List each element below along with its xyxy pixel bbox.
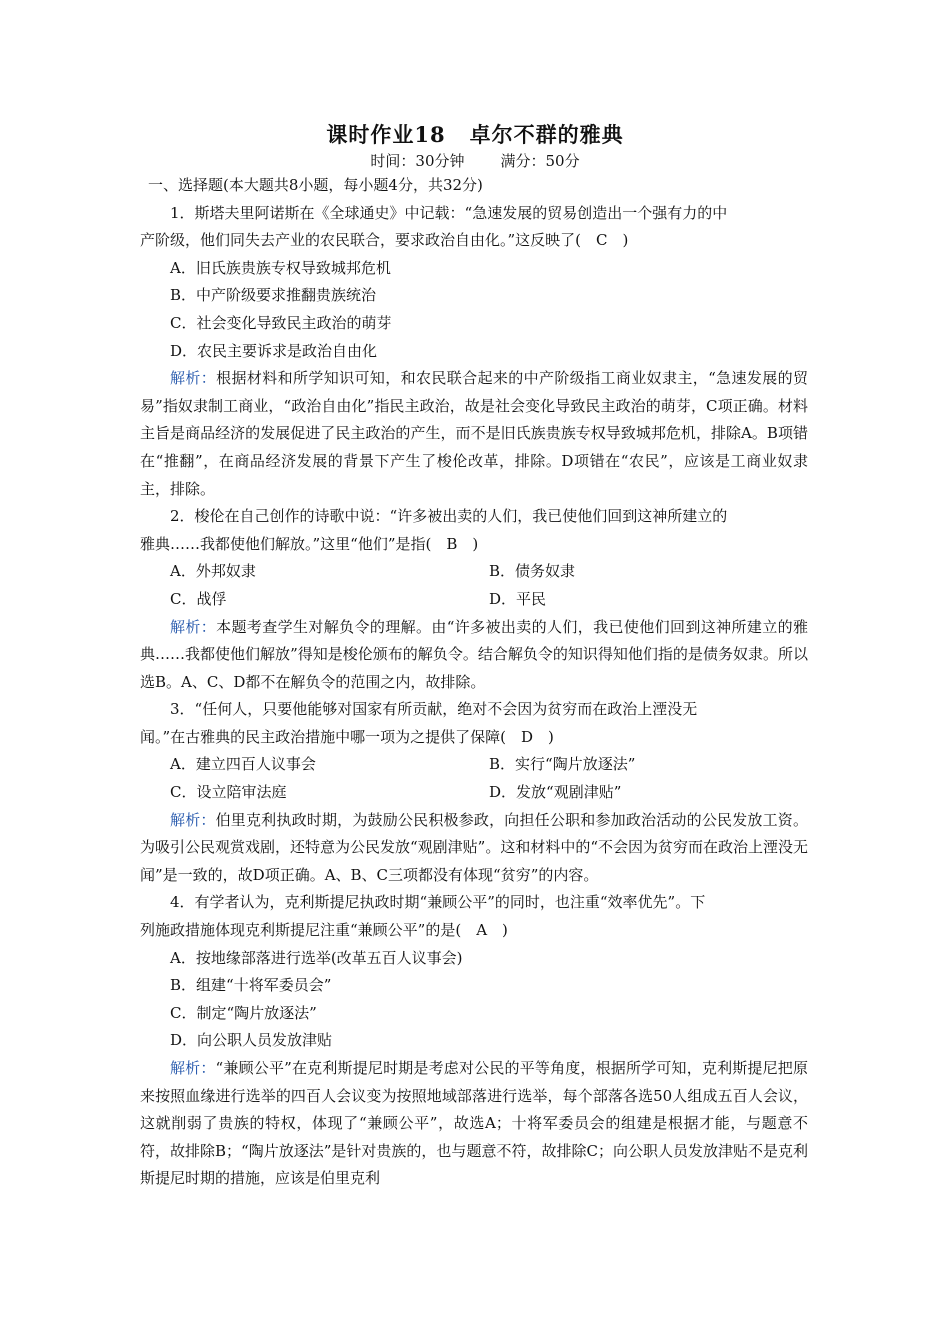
question-2 [140,503,808,696]
analysis-paragraph [140,614,808,697]
option-c: C．战俘 [170,589,227,608]
question-1 [140,200,808,504]
options-row [140,558,808,586]
analysis-label: 解析： [170,369,217,388]
option-b: B．中产阶级要求推翻贵族统治 [170,286,377,305]
option-b: B．组建“十将军委员会” [170,976,332,995]
question-4 [140,889,808,1193]
option-b: B．实行“陶片放逐法” [489,755,636,774]
analysis-label: 解析： [170,617,217,636]
option-c: C．制定“陶片放逐法” [170,1003,317,1022]
section-heading: 一、选择题(本大题共8小题，每小题4分，共32分) [148,176,483,194]
analysis-label: 解析： [170,810,216,829]
option-a: A．旧氏族贵族专权导致城邦危机 [170,258,391,277]
analysis-text: 伯里克利执政时期，为鼓励公民积极参政，向担任公职和参加政治活动的公民发放工资。为吸引公民观赏戏剧，还特意为公民发放“观剧津贴”。这和材料中的“不会因为贫穷而在政治上湮没无闻”是一致的，故D项正确。A、B、C三项都没有体现“贫穷”的内容。 [140,810,809,884]
option-d: D．农民主要诉求是政治自由化 [170,341,378,360]
question-stem: 产阶级，他们同失去产业的农民联合，要求政治自由化。”这反映了( C ) [140,231,629,250]
title-sub: 卓尔不群的雅典 [469,122,624,147]
time-limit: 时间：30分钟 [370,152,465,170]
question-stem: 列施政措施体现克利斯提尼注重“兼顾公平”的是( A ) [140,921,508,940]
question-stem: 3．“任何人，只要他能够对国家有所贡献，绝对不会因为贫穷而在政治上湮没无 [170,700,698,719]
question-stem: 闻。”在古雅典的民主政治措施中哪一项为之提供了保障( D ) [140,727,554,746]
question-stem: 1．斯塔夫里阿诺斯在《全球通史》中记载：“急速发展的贸易创造出一个强有力的中 [170,203,728,222]
option-d: D．平民 [489,589,547,608]
exam-meta [0,150,950,172]
analysis-text: 本题考查学生对解负令的理解。由“许多被出卖的人们，我已使他们回到这神所建立的雅典……我都使他们解放”得知是梭伦颁布的解负令。结合解负令的知识得知他们指的是债务奴隶。所以选B。A、C、D都不在解负令的范围之内，故排除。 [140,617,808,691]
analysis-text: 根据材料和所学知识可知，和农民联合起来的中产阶级指工商业奴隶主，“急速发展的贸易”指奴隶制工商业，“政治自由化”指民主政治，故是社会变化导致民主政治的萌芽，C项正确。材料主旨是商品经济的发展促进了民主政治的产生，而不是旧氏族贵族专权导致城邦危机，排除A。B项错在“推翻”，在商品经济发展的背景下产生了梭伦改革，排除。D项错在“农民”，应该是工商业奴隶主，排除。 [140,369,808,498]
analysis-paragraph [140,1055,808,1193]
option-a: A．按地缘部落进行选举(改革五百人议事会) [170,948,463,967]
document-body [140,172,808,1193]
option-a: A．外邦奴隶 [170,562,256,581]
analysis-label: 解析： [170,1059,216,1077]
option-c: C．社会变化导致民主政治的萌芽 [170,313,392,332]
question-stem: 雅典……我都使他们解放。”这里“他们”是指( B ) [140,534,479,553]
analysis-paragraph [140,807,808,890]
option-b: B．债务奴隶 [489,562,576,581]
options-row [140,779,808,807]
analysis-paragraph [140,365,808,503]
full-score: 满分：50分 [500,152,580,170]
question-stem: 2．梭伦在自己创作的诗歌中说：“许多被出卖的人们，我已使他们回到这神所建立的 [170,507,728,526]
options-row [140,751,808,779]
options-row [140,586,808,614]
option-c: C．设立陪审法庭 [170,783,287,802]
title-main: 课时作业18 [326,122,446,147]
question-stem: 4．有学者认为，克利斯提尼执政时期“兼顾公平”的同时，也注重“效率优先”。下 [170,893,706,912]
option-d: D．发放“观剧津贴” [489,783,622,802]
question-3 [140,696,808,889]
page-title [0,120,950,150]
option-d: D．向公职人员发放津贴 [170,1031,333,1050]
analysis-text: “兼顾公平”在克利斯提尼时期是考虑对公民的平等角度，根据所学可知，克利斯提尼把原来按照血缘进行选举的四百人会议变为按照地域部落进行选举，每个部落各选50人组成五百人会议，这就削弱了贵族的特权，体现了“兼顾公平”，故选A；十将军委员会的组建是根据才能，与题意不符，故排除B；“陶片放逐法”是针对贵族的，也与题意不符，故排除C；向公职人员发放津贴不是克利斯提尼时期的措施，应该是伯里克利 [140,1059,808,1188]
option-a: A．建立四百人议事会 [170,755,316,774]
